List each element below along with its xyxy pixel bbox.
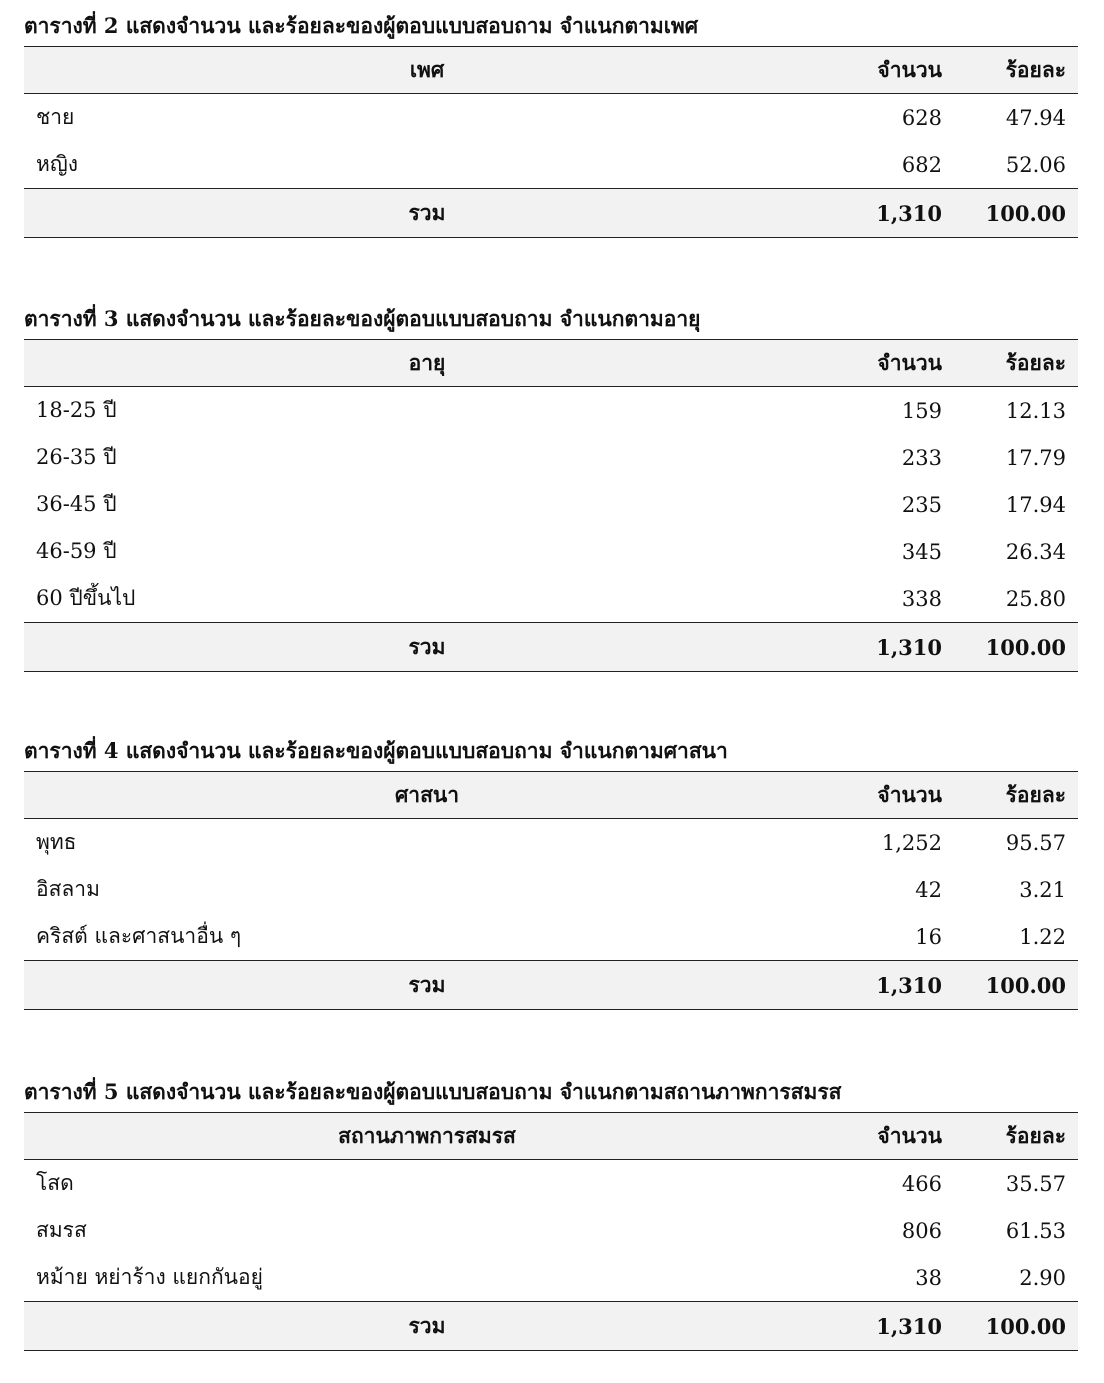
row-count: 628 bbox=[901, 105, 942, 130]
table-row bbox=[24, 481, 1078, 528]
row-label: หม้าย หย่าร้าง แยกกันอยู่ bbox=[36, 1265, 263, 1289]
header-category: สถานภาพการสมรส bbox=[24, 1113, 830, 1160]
row-label: หญิง bbox=[36, 152, 78, 176]
table-header-row bbox=[24, 1113, 1078, 1160]
row-label: อิสลาม bbox=[36, 877, 100, 901]
row-label: พุทธ bbox=[36, 830, 77, 854]
row-count: 233 bbox=[901, 445, 942, 470]
religion-table bbox=[24, 771, 1078, 1010]
row-percent: 35.57 bbox=[1005, 1171, 1066, 1196]
table-caption: ตารางที่ 5 แสดงจำนวน และร้อยละของผู้ตอบแบบสอบถาม จำแนกตามสถานภาพการสมรส bbox=[24, 1079, 842, 1104]
row-count: 338 bbox=[901, 586, 942, 611]
header-count: จำนวน bbox=[830, 47, 954, 94]
row-label: 18-25 ปี bbox=[36, 398, 117, 422]
table-row bbox=[24, 1207, 1078, 1254]
table-row bbox=[24, 94, 1078, 142]
total-percent: 100.00 bbox=[954, 189, 1078, 238]
total-percent: 100.00 bbox=[954, 623, 1078, 672]
header-count: จำนวน bbox=[830, 1113, 954, 1160]
row-count: 682 bbox=[901, 152, 942, 177]
table-header-row bbox=[24, 47, 1078, 94]
total-row bbox=[24, 1302, 1078, 1351]
row-count: 38 bbox=[915, 1265, 942, 1290]
total-row bbox=[24, 189, 1078, 238]
row-percent: 52.06 bbox=[1005, 152, 1066, 177]
row-label: ชาย bbox=[36, 105, 75, 129]
row-percent: 1.22 bbox=[1019, 924, 1066, 949]
table-row bbox=[24, 866, 1078, 913]
row-percent: 61.53 bbox=[1005, 1218, 1066, 1243]
table-row bbox=[24, 141, 1078, 189]
total-label: รวม bbox=[24, 623, 830, 672]
header-category: เพศ bbox=[24, 47, 830, 94]
total-percent: 100.00 bbox=[954, 961, 1078, 1010]
row-label: สมรส bbox=[36, 1218, 87, 1242]
header-count: จำนวน bbox=[830, 772, 954, 819]
gender-table bbox=[24, 46, 1078, 238]
table-caption: ตารางที่ 4 แสดงจำนวน และร้อยละของผู้ตอบแบบสอบถาม จำแนกตามศาสนา bbox=[24, 738, 728, 763]
table-row bbox=[24, 913, 1078, 961]
row-label: 60 ปีขึ้นไป bbox=[36, 586, 136, 610]
total-count: 1,310 bbox=[830, 961, 954, 1010]
row-percent: 26.34 bbox=[1005, 539, 1066, 564]
table-section-gender bbox=[24, 12, 1078, 238]
total-label: รวม bbox=[24, 189, 830, 238]
table-row bbox=[24, 434, 1078, 481]
total-label: รวม bbox=[24, 961, 830, 1010]
row-label: 36-45 ปี bbox=[36, 492, 117, 516]
row-label: โสด bbox=[36, 1171, 74, 1195]
total-row bbox=[24, 961, 1078, 1010]
row-count: 806 bbox=[901, 1218, 942, 1243]
marital-status-table bbox=[24, 1112, 1078, 1351]
age-table bbox=[24, 339, 1078, 672]
table-section-marital-status bbox=[24, 1078, 1078, 1351]
row-percent: 2.90 bbox=[1019, 1265, 1066, 1290]
row-count: 16 bbox=[915, 924, 942, 949]
table-section-religion bbox=[24, 737, 1078, 1010]
row-label: 26-35 ปี bbox=[36, 445, 117, 469]
header-category: ศาสนา bbox=[24, 772, 830, 819]
row-percent: 17.79 bbox=[1005, 445, 1066, 470]
table-section-age bbox=[24, 305, 1078, 672]
header-count: จำนวน bbox=[830, 340, 954, 387]
row-count: 1,252 bbox=[881, 830, 942, 855]
total-count: 1,310 bbox=[830, 1302, 954, 1351]
total-count: 1,310 bbox=[830, 189, 954, 238]
table-row bbox=[24, 1160, 1078, 1208]
row-percent: 25.80 bbox=[1005, 586, 1066, 611]
row-percent: 12.13 bbox=[1005, 398, 1066, 423]
table-row bbox=[24, 575, 1078, 623]
row-count: 235 bbox=[901, 492, 942, 517]
row-percent: 17.94 bbox=[1005, 492, 1066, 517]
header-percent: ร้อยละ bbox=[954, 772, 1078, 819]
total-percent: 100.00 bbox=[954, 1302, 1078, 1351]
table-row bbox=[24, 528, 1078, 575]
header-percent: ร้อยละ bbox=[954, 47, 1078, 94]
row-percent: 3.21 bbox=[1019, 877, 1066, 902]
header-percent: ร้อยละ bbox=[954, 1113, 1078, 1160]
table-row bbox=[24, 1254, 1078, 1302]
row-count: 42 bbox=[915, 877, 942, 902]
header-category: อายุ bbox=[24, 340, 830, 387]
total-row bbox=[24, 623, 1078, 672]
row-count: 159 bbox=[901, 398, 942, 423]
row-count: 345 bbox=[901, 539, 942, 564]
header-percent: ร้อยละ bbox=[954, 340, 1078, 387]
table-row bbox=[24, 819, 1078, 867]
row-count: 466 bbox=[901, 1171, 942, 1196]
total-label: รวม bbox=[24, 1302, 830, 1351]
total-count: 1,310 bbox=[830, 623, 954, 672]
table-header-row bbox=[24, 772, 1078, 819]
row-percent: 47.94 bbox=[1005, 105, 1066, 130]
row-percent: 95.57 bbox=[1005, 830, 1066, 855]
table-row bbox=[24, 387, 1078, 435]
table-caption: ตารางที่ 2 แสดงจำนวน และร้อยละของผู้ตอบแบบสอบถาม จำแนกตามเพศ bbox=[24, 13, 699, 38]
table-caption: ตารางที่ 3 แสดงจำนวน และร้อยละของผู้ตอบแบบสอบถาม จำแนกตามอายุ bbox=[24, 306, 701, 331]
row-label: คริสต์ และศาสนาอื่น ๆ bbox=[36, 924, 242, 948]
table-header-row bbox=[24, 340, 1078, 387]
row-label: 46-59 ปี bbox=[36, 539, 117, 563]
